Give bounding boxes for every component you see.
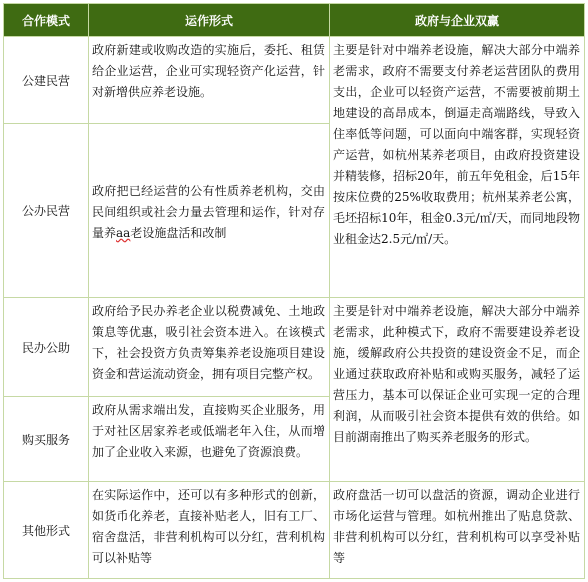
cooperation-table xyxy=(3,3,585,579)
header-mode: 合作模式 xyxy=(4,4,89,37)
operation-cell xyxy=(89,124,330,298)
operation-cell: 政府新建或收购改造的实施后，委托、租赁给企业运营，企业可实现轻资产化运营，针对新增供应养老设施。 xyxy=(89,37,330,124)
operation-cell: 政府给予民办养老企业以税费减免、土地政策息等优惠，吸引社会资本进入。在该模式下，社会投资方负责筹集养老设施项目建设资金和营运流动资金，拥有项目完整产权。 xyxy=(89,298,330,397)
header-benefit: 政府与企业双赢 xyxy=(330,4,585,37)
mode-cell: 公建民营 xyxy=(4,37,89,124)
operation-text: 政府把已经运营的公有性质养老机构，交由民间组织或社会力量去管理和运作，针对存量养aa老设施盘活和改制 xyxy=(92,184,325,240)
mode-cell: 其他形式 xyxy=(4,482,89,579)
mode-cell: 民办公助 xyxy=(4,298,89,397)
benefit-cell: 政府盘活一切可以盘活的资源，调动企业进行市场化运营与管理。如杭州推出了贴息贷款、非营利机构可以分红，营利机构可以享受补贴等 xyxy=(330,482,585,579)
operation-cell: 政府从需求端出发，直接购买企业服务，用于对社区居家养老或低端老年入住，从而增加了企业收入来源，也避免了资源浪费。 xyxy=(89,397,330,482)
marked-text: aa xyxy=(116,226,131,240)
benefit-cell: 主要是针对中端养老设施，解决大部分中端养老需求，此种模式下，政府不需要建设养老设施，缓解政府公共投资的建设资金不足，而企业通过获取政府补贴和或购买服务，减轻了运营压力，基本可以保证企业可实现一定的合理利润，从而吸引社会资本提供有效的供给。如目前湖南推出了购买养老服务的形式。 xyxy=(330,298,585,482)
operation-cell: 在实际运作中，还可以有多种形式的创新，如货币化养老，直接补贴老人，旧有工厂、宿舍盘活，非营利机构可以分红，营利机构可以补贴等 xyxy=(89,482,330,579)
header-operation: 运作形式 xyxy=(89,4,330,37)
benefit-cell: 主要是针对中端养老设施，解决大部分中端养老需求，政府不需要支付养老运营团队的费用支出，企业可以轻资产运营，不需要被前期土地建设的高昂成本，倒逼走高端路线，导致入住率低等问题，可以面向中端客群，实现轻资产运营，如杭州某养老项目，由政府投资建设并精装修，招标20年，前五年免租金，后15年按床位费的25%收取费用；杭州某养老公寓，毛坯招标10年，租金0.3元/㎡/天，而同地段物业租金达2.5元/㎡/天。 xyxy=(330,37,585,298)
mode-cell: 购买服务 xyxy=(4,397,89,482)
mode-cell: 公办民营 xyxy=(4,124,89,298)
